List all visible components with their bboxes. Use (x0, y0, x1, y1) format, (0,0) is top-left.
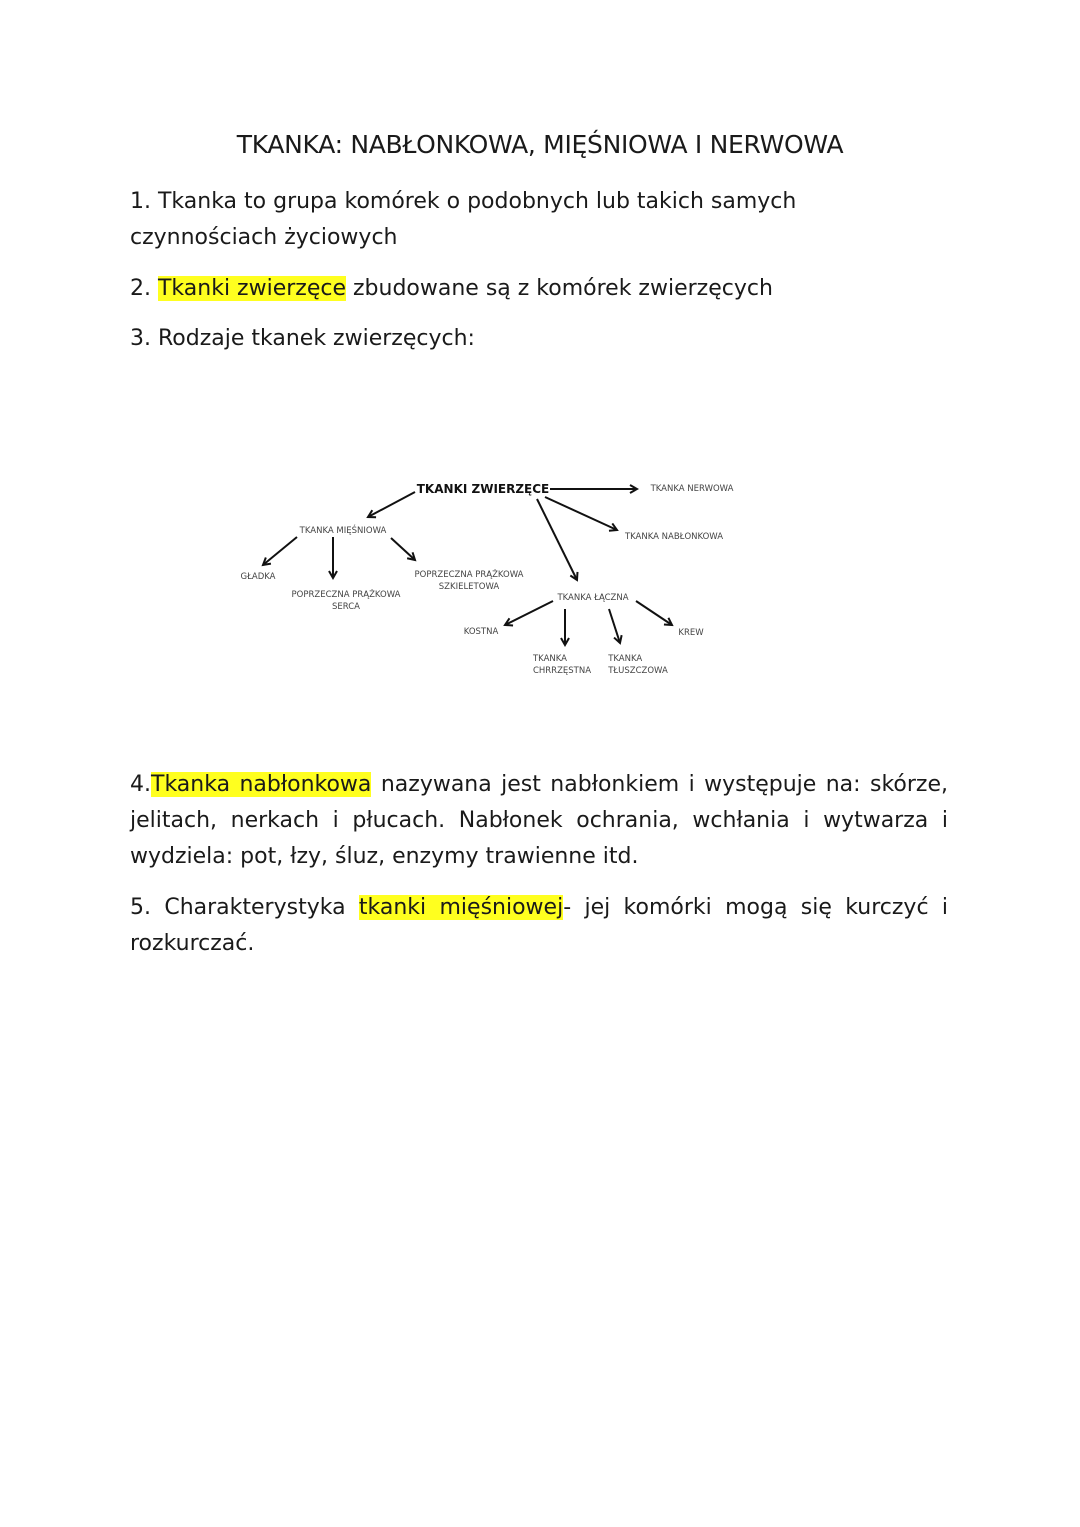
paragraph-text: 3. Rodzaje tkanek zwierzęcych: (130, 326, 475, 351)
arrow (368, 492, 415, 517)
node-krew: KREW (678, 628, 704, 638)
node-szkieletowa (415, 569, 524, 593)
paragraph-4 (130, 767, 948, 875)
paragraph-text: - jej komórki mogą się kurczyć i rozkurczać. (130, 895, 948, 956)
label-line: TKANKA (532, 654, 567, 664)
node-root: TKANKI ZWIERZĘCE (416, 482, 550, 496)
highlighted-text: Tkanka nabłonkowa (151, 772, 372, 797)
arrow (537, 499, 577, 580)
arrow (505, 601, 553, 625)
paragraph-prefix: 2. (130, 276, 158, 301)
label-line: SERCA (332, 602, 360, 612)
label-line: SZKIELETOWA (438, 582, 500, 592)
paragraph-prefix: 5. Charakterystyka (130, 895, 359, 920)
node-miesniowa: TKANKA MIĘŚNIOWA (299, 526, 387, 536)
highlighted-text: Tkanki zwierzęce (157, 276, 346, 301)
arrow (636, 601, 672, 625)
paragraph-text: nazywana jest nabłonkiem i występuje na: skórze, jelitach, nerkach i płucach. Nabłonek ochrania, wchłania i wytwarza i wydziela: pot, łzy, śluz, enzymy trawienne itd. (130, 772, 948, 869)
node-gladka: GŁADKA (240, 572, 276, 582)
node-nablonkowa: TKANKA NABŁONKOWA (624, 532, 724, 542)
label-line: TKANKA (608, 654, 643, 664)
node-tluszczowa (608, 653, 668, 677)
node-laczna: TKANKA ŁĄCZNA (557, 593, 629, 603)
arrow (391, 538, 415, 560)
label-line: TŁUSZCZOWA (608, 666, 668, 676)
node-nerwowa: TKANKA NERWOWA (650, 484, 734, 494)
node-chrzestna (533, 653, 591, 677)
page-title: TKANKA: NABŁONKOWA, MIĘŚNIOWA I NERWOWA (236, 130, 844, 159)
arrow (263, 537, 297, 565)
paragraph-text: 1. Tkanka to grupa komórek o podobnych lub takich samych czynnościach życiowych (130, 189, 797, 250)
arrow (609, 609, 620, 643)
paragraph-prefix: 4. (130, 772, 151, 797)
paragraph-text: zbudowane są z komórek zwierzęcych (346, 276, 773, 301)
highlighted-text: tkanki mięśniowej (358, 895, 564, 920)
node-kostna: KOSTNA (463, 627, 499, 637)
label-line: POPRZECZNA PRĄŻKOWA (291, 590, 401, 600)
paragraph-5 (130, 890, 948, 962)
label-line: POPRZECZNA PRĄŻKOWA (414, 570, 524, 580)
node-serca (292, 589, 401, 613)
arrow (545, 497, 617, 530)
label-line: CHRRZĘSTNA (532, 666, 592, 676)
